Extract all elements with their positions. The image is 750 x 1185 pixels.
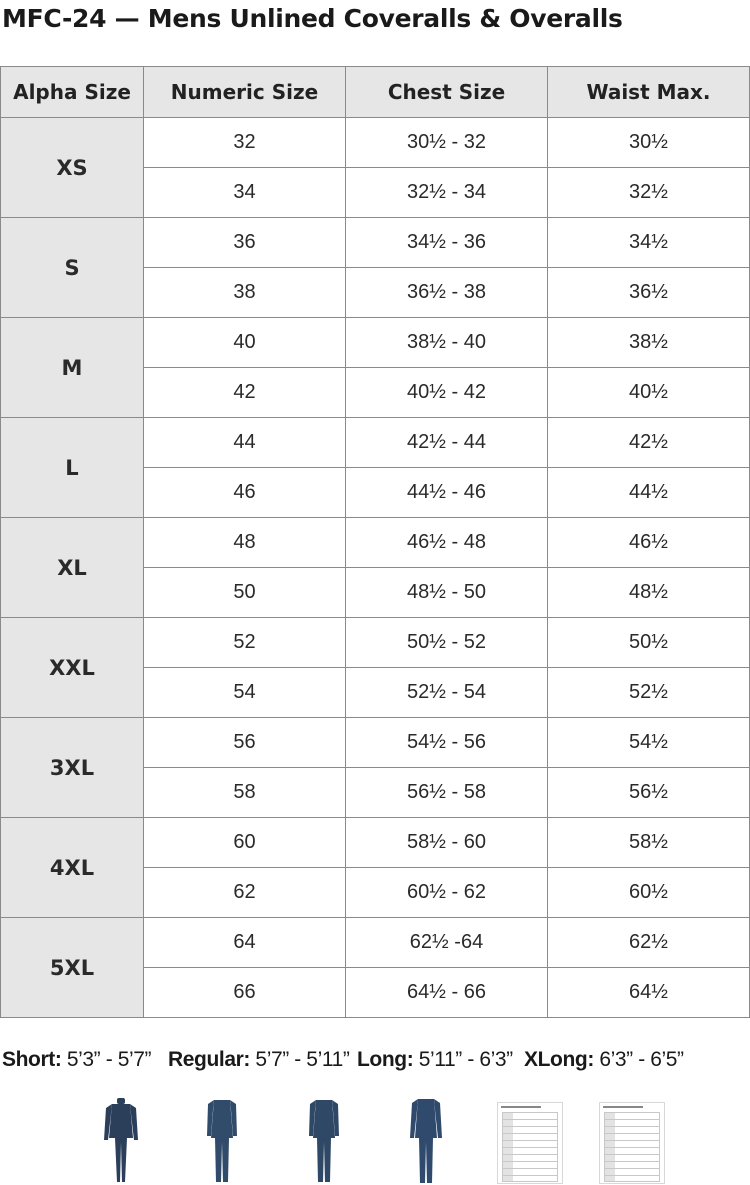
numeric-size-cell: 40 bbox=[144, 318, 346, 368]
table-row bbox=[1, 718, 750, 768]
chest-size-cell: 34½ - 36 bbox=[346, 218, 548, 268]
waist-max-cell: 32½ bbox=[548, 168, 750, 218]
waist-max-cell: 64½ bbox=[548, 968, 750, 1018]
height-ranges bbox=[0, 1048, 750, 1078]
alpha-size-cell: 4XL bbox=[1, 818, 144, 918]
size-chart-thumbnail bbox=[497, 1102, 563, 1184]
alpha-size-cell: L bbox=[1, 418, 144, 518]
header-alpha-size: Alpha Size bbox=[1, 67, 144, 118]
chest-size-cell: 58½ - 60 bbox=[346, 818, 548, 868]
waist-max-cell: 58½ bbox=[548, 818, 750, 868]
numeric-size-cell: 48 bbox=[144, 518, 346, 568]
coverall-regular-image bbox=[206, 1098, 238, 1184]
waist-max-cell: 50½ bbox=[548, 618, 750, 668]
height-short: Short: 5’3” - 5’7” bbox=[2, 1048, 152, 1071]
waist-max-cell: 38½ bbox=[548, 318, 750, 368]
waist-max-cell: 34½ bbox=[548, 218, 750, 268]
waist-max-cell: 44½ bbox=[548, 468, 750, 518]
coverall-long-image bbox=[308, 1098, 340, 1184]
waist-max-cell: 52½ bbox=[548, 668, 750, 718]
numeric-size-cell: 60 bbox=[144, 818, 346, 868]
height-long: Long: 5’11” - 6’3” bbox=[357, 1048, 513, 1071]
chest-size-cell: 48½ - 50 bbox=[346, 568, 548, 618]
numeric-size-cell: 38 bbox=[144, 268, 346, 318]
numeric-size-cell: 52 bbox=[144, 618, 346, 668]
waist-max-cell: 54½ bbox=[548, 718, 750, 768]
numeric-size-cell: 42 bbox=[144, 368, 346, 418]
numeric-size-cell: 56 bbox=[144, 718, 346, 768]
numeric-size-cell: 66 bbox=[144, 968, 346, 1018]
alpha-size-cell: S bbox=[1, 218, 144, 318]
chest-size-cell: 62½ -64 bbox=[346, 918, 548, 968]
table-row bbox=[1, 118, 750, 168]
alpha-size-cell: 3XL bbox=[1, 718, 144, 818]
alpha-size-cell: M bbox=[1, 318, 144, 418]
chest-size-cell: 44½ - 46 bbox=[346, 468, 548, 518]
table-row bbox=[1, 818, 750, 868]
header-chest-size: Chest Size bbox=[346, 67, 548, 118]
waist-max-cell: 30½ bbox=[548, 118, 750, 168]
table-row bbox=[1, 218, 750, 268]
chest-size-cell: 64½ - 66 bbox=[346, 968, 548, 1018]
numeric-size-cell: 32 bbox=[144, 118, 346, 168]
table-header-row bbox=[1, 67, 750, 118]
numeric-size-cell: 44 bbox=[144, 418, 346, 468]
size-chart-table bbox=[0, 66, 750, 1018]
chest-size-cell: 60½ - 62 bbox=[346, 868, 548, 918]
numeric-size-cell: 58 bbox=[144, 768, 346, 818]
chest-size-cell: 30½ - 32 bbox=[346, 118, 548, 168]
waist-max-cell: 46½ bbox=[548, 518, 750, 568]
table-row bbox=[1, 318, 750, 368]
coverall-xlong-image bbox=[409, 1098, 443, 1184]
chest-size-cell: 42½ - 44 bbox=[346, 418, 548, 468]
header-numeric-size: Numeric Size bbox=[144, 67, 346, 118]
chest-size-cell: 56½ - 58 bbox=[346, 768, 548, 818]
alpha-size-cell: XL bbox=[1, 518, 144, 618]
chest-size-cell: 52½ - 54 bbox=[346, 668, 548, 718]
chest-size-cell: 50½ - 52 bbox=[346, 618, 548, 668]
chest-size-cell: 40½ - 42 bbox=[346, 368, 548, 418]
alpha-size-cell: XXL bbox=[1, 618, 144, 718]
header-waist-max: Waist Max. bbox=[548, 67, 750, 118]
numeric-size-cell: 64 bbox=[144, 918, 346, 968]
numeric-size-cell: 46 bbox=[144, 468, 346, 518]
waist-max-cell: 56½ bbox=[548, 768, 750, 818]
waist-max-cell: 60½ bbox=[548, 868, 750, 918]
table-row bbox=[1, 418, 750, 468]
height-regular: Regular: 5’7” - 5’11” bbox=[168, 1048, 350, 1071]
alpha-size-cell: 5XL bbox=[1, 918, 144, 1018]
table-row bbox=[1, 618, 750, 668]
size-chart-thumbnail bbox=[599, 1102, 665, 1184]
chest-size-cell: 36½ - 38 bbox=[346, 268, 548, 318]
coverall-short-image bbox=[103, 1098, 139, 1184]
numeric-size-cell: 36 bbox=[144, 218, 346, 268]
numeric-size-cell: 50 bbox=[144, 568, 346, 618]
table-row bbox=[1, 918, 750, 968]
alpha-size-cell: XS bbox=[1, 118, 144, 218]
table-row bbox=[1, 518, 750, 568]
waist-max-cell: 62½ bbox=[548, 918, 750, 968]
chest-size-cell: 54½ - 56 bbox=[346, 718, 548, 768]
chest-size-cell: 32½ - 34 bbox=[346, 168, 548, 218]
waist-max-cell: 42½ bbox=[548, 418, 750, 468]
page-title: MFC-24 — Mens Unlined Coveralls & Overalls bbox=[2, 4, 623, 33]
chest-size-cell: 38½ - 40 bbox=[346, 318, 548, 368]
numeric-size-cell: 34 bbox=[144, 168, 346, 218]
waist-max-cell: 36½ bbox=[548, 268, 750, 318]
waist-max-cell: 40½ bbox=[548, 368, 750, 418]
height-xlong: XLong: 6’3” - 6’5” bbox=[524, 1048, 684, 1071]
chest-size-cell: 46½ - 48 bbox=[346, 518, 548, 568]
numeric-size-cell: 54 bbox=[144, 668, 346, 718]
numeric-size-cell: 62 bbox=[144, 868, 346, 918]
waist-max-cell: 48½ bbox=[548, 568, 750, 618]
